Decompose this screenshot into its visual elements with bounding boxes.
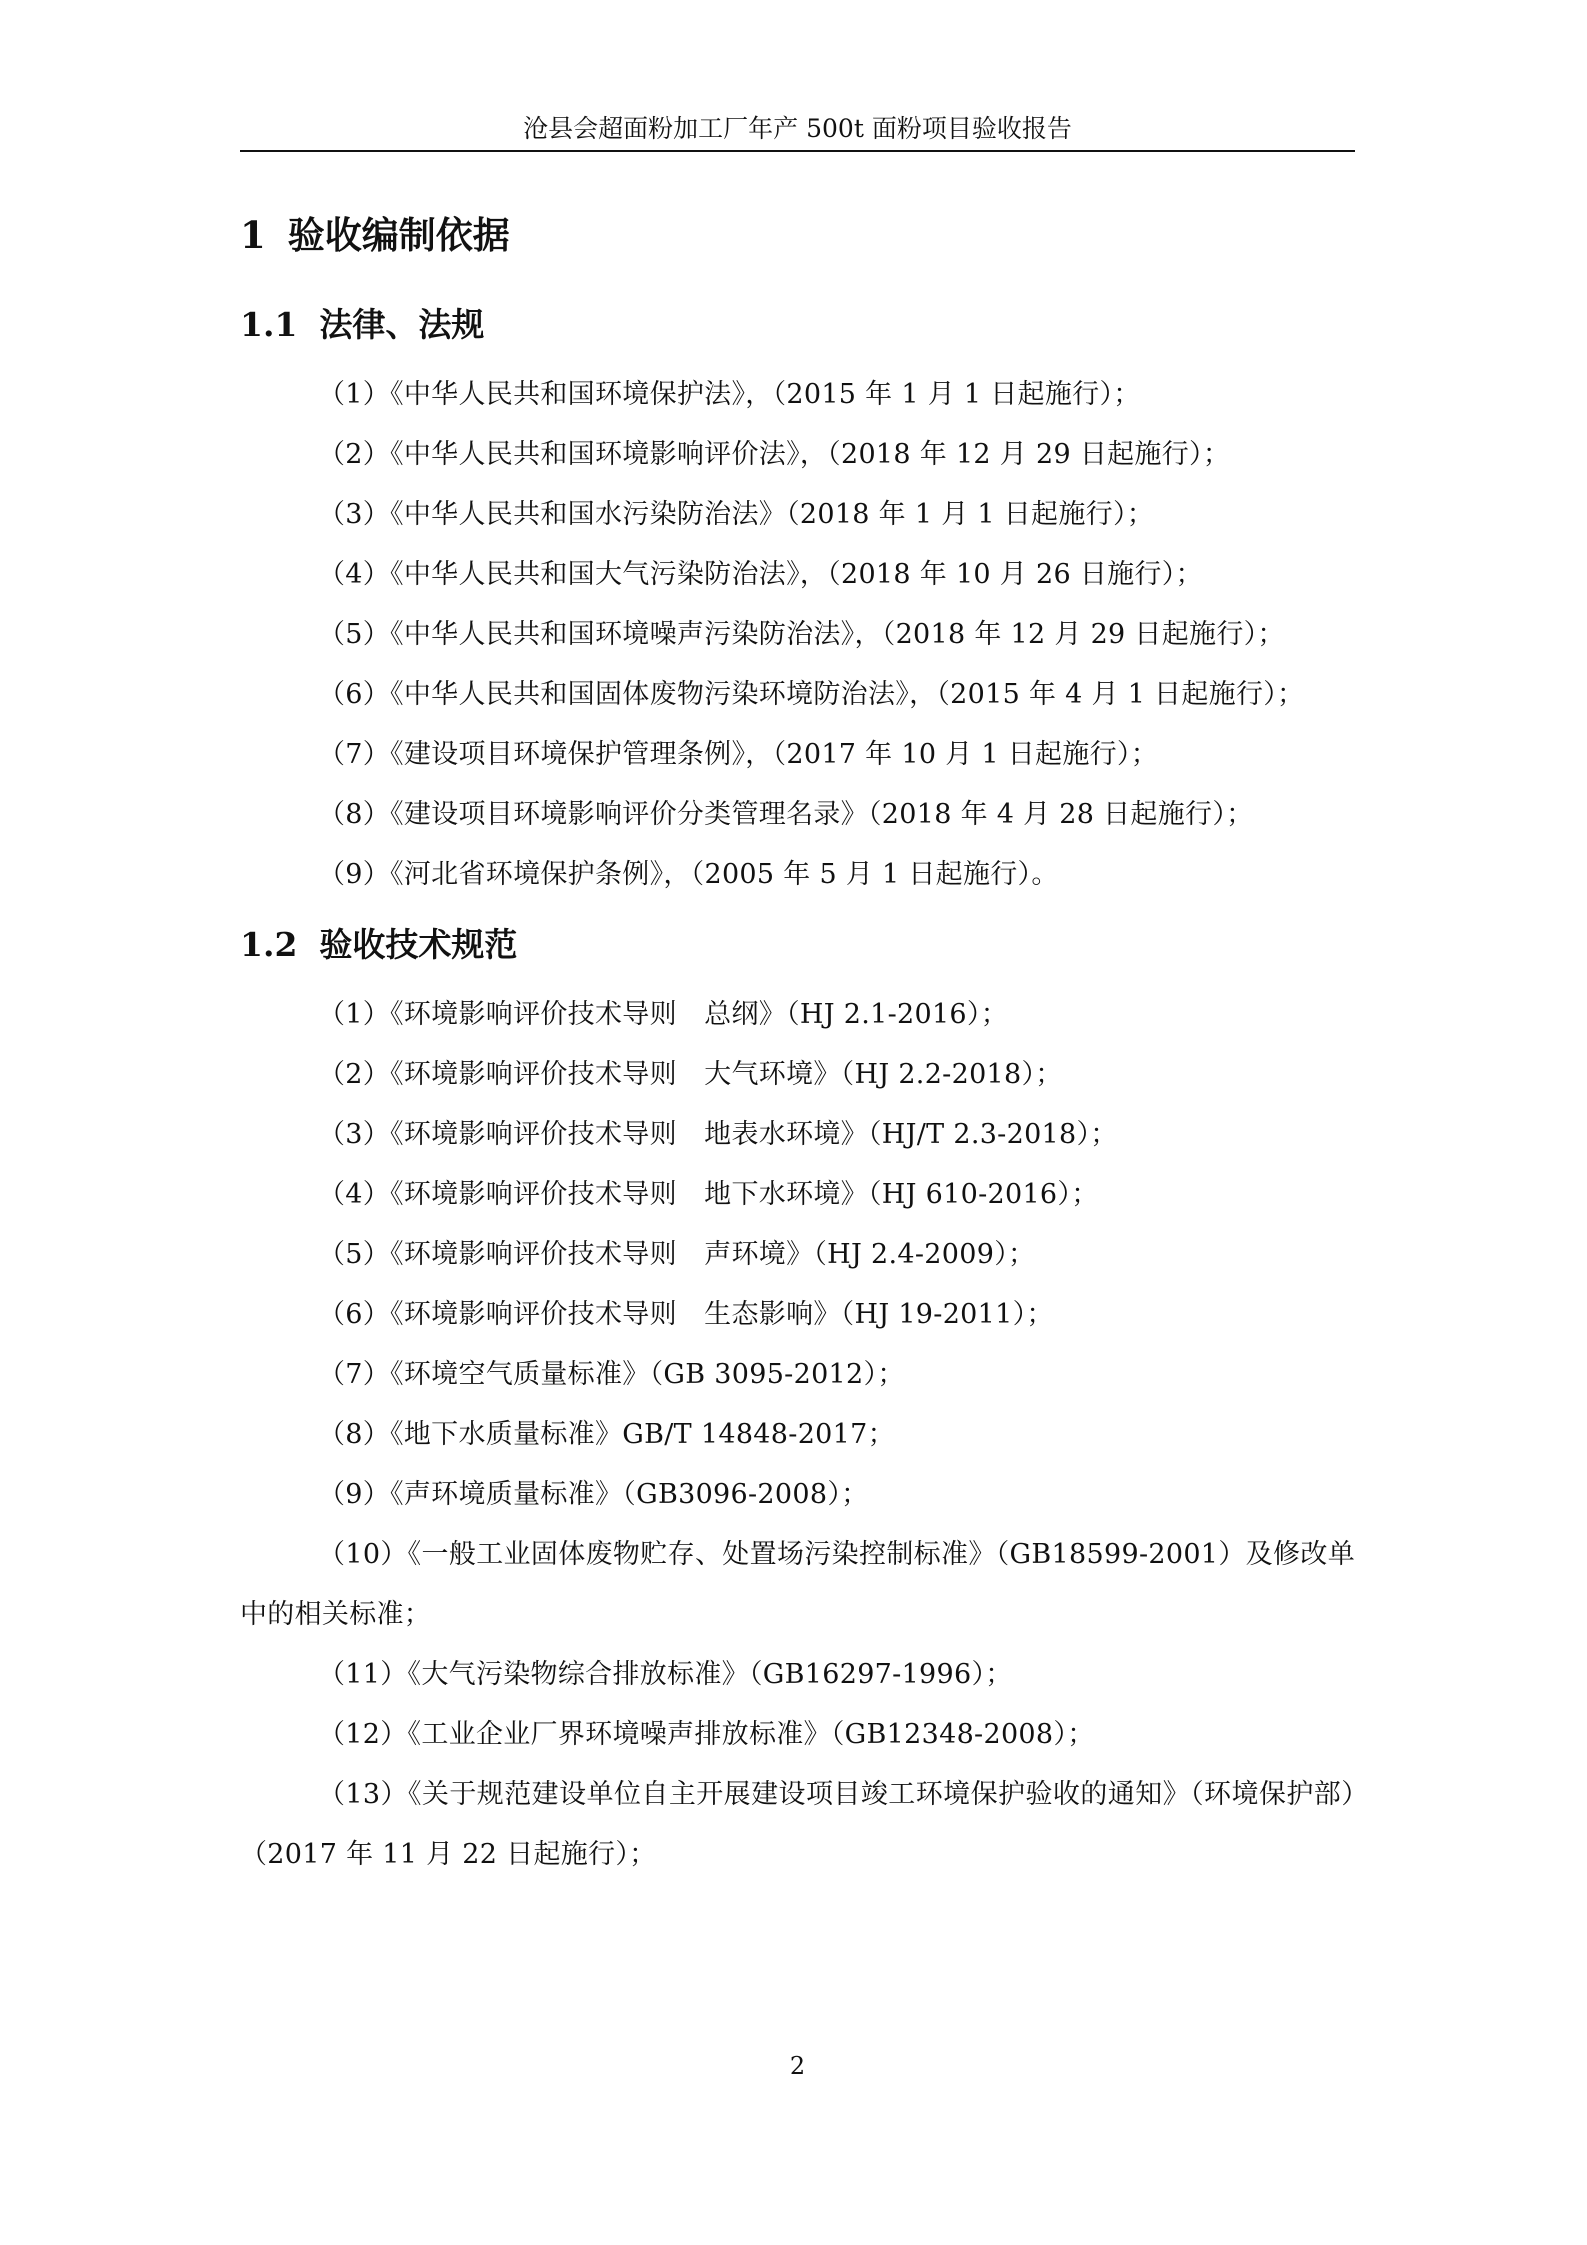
list-item: （7）《环境空气质量标准》（GB 3095-2012）； (318, 1359, 905, 1390)
list-item: （5）《中华人民共和国环境噪声污染防治法》，（2018 年 12 月 29 日起施行）； (318, 619, 1285, 650)
section-number: 1.2 (240, 925, 298, 964)
chapter-title: 验收编制依据 (287, 213, 510, 257)
page-body (240, 205, 1355, 1895)
list-item: （10）《一般工业固体废物贮存、处置场污染控制标准》（GB18599-2001）及修改单中的相关标准； (240, 1539, 1355, 1630)
list-item: （3）《环境影响评价技术导则 地表水环境》（HJ/T 2.3-2018）； (318, 1119, 1118, 1150)
laws-list (240, 365, 1355, 905)
section-heading-laws (240, 295, 1355, 355)
list-item: （6）《环境影响评价技术导则 生态影响》（HJ 19-2011）； (318, 1299, 1054, 1330)
section-number: 1.1 (240, 305, 298, 344)
list-item: （8）《地下水质量标准》GB/T 14848-2017； (318, 1419, 895, 1450)
chapter-heading (240, 205, 1355, 265)
chapter-number: 1 (240, 213, 266, 257)
list-item: （12）《工业企业厂界环境噪声排放标准》（GB12348-2008）； (318, 1719, 1095, 1750)
list-item: （1）《环境影响评价技术导则 总纲》（HJ 2.1-2016）； (318, 999, 1009, 1030)
list-item: （13）《关于规范建设单位自主开展建设项目竣工环境保护验收的通知》（环境保护部）（2017 年 11 月 22 日起施行）； (240, 1779, 1355, 1870)
section-title: 验收技术规范 (319, 925, 518, 964)
list-item: （6）《中华人民共和国固体废物污染环境防治法》，（2015 年 4 月 1 日起施行）； (318, 679, 1305, 710)
list-item: （8）《建设项目环境影响评价分类管理名录》（2018 年 4 月 28 日起施行）； (318, 799, 1254, 830)
section-title: 法律、法规 (319, 305, 485, 344)
standards-list (240, 985, 1355, 1885)
list-item: （5）《环境影响评价技术导则 声环境》（HJ 2.4-2009）； (318, 1239, 1036, 1270)
running-header: 沧县会超面粉加工厂年产 500t 面粉项目验收报告 (523, 114, 1072, 143)
list-item: （4）《中华人民共和国大气污染防治法》，（2018 年 10 月 26 日施行）； (318, 559, 1203, 590)
list-item: （9）《河北省环境保护条例》，（2005 年 5 月 1 日起施行）。 (318, 859, 1059, 890)
list-item: （2）《环境影响评价技术导则 大气环境》（HJ 2.2-2018）； (318, 1059, 1063, 1090)
list-item: （9）《声环境质量标准》（GB3096-2008）； (318, 1479, 869, 1510)
list-item: （4）《环境影响评价技术导则 地下水环境》（HJ 610-2016）； (318, 1179, 1099, 1210)
list-item: （3）《中华人民共和国水污染防治法》（2018 年 1 月 1 日起施行）； (318, 499, 1155, 530)
header-divider (240, 150, 1355, 152)
list-item: （1）《中华人民共和国环境保护法》，（2015 年 1 月 1 日起施行）； (318, 379, 1141, 410)
section-heading-standards (240, 915, 1355, 975)
list-item: （2）《中华人民共和国环境影响评价法》，（2018 年 12 月 29 日起施行）； (318, 439, 1231, 470)
page-number: 2 (789, 2052, 806, 2080)
list-item: （7）《建设项目环境保护管理条例》，（2017 年 10 月 1 日起施行）； (318, 739, 1159, 770)
list-item: （11）《大气污染物综合排放标准》（GB16297-1996）； (318, 1659, 1013, 1690)
